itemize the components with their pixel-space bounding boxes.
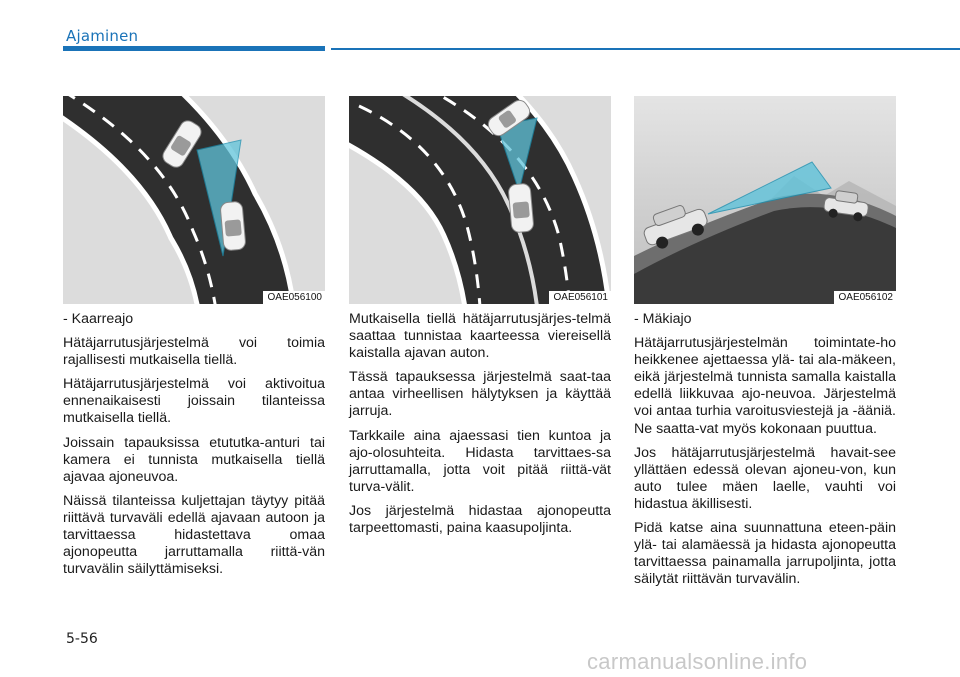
curve-adjacent-lane-illustration: [349, 96, 611, 304]
paragraph: Tässä tapauksessa järjestelmä saat-taa antaa virheellisen hälytyksen ja käyttää jarruja.: [349, 369, 611, 420]
watermark: carmanualsonline.info: [587, 649, 808, 674]
own-car-icon: [220, 201, 246, 251]
section-title: Ajaminen: [66, 27, 139, 45]
figure-code: OAE056102: [834, 291, 897, 304]
paragraph: Hätäjarrutusjärjestelmä voi aktivoitua ennenaikaisesti joissain tilanteissa mutkaisella tiellä.: [63, 376, 325, 427]
paragraph: Hätäjarrutusjärjestelmän toimintate-ho heikkenee ajettaessa ylä- tai ala-mäkeen, eikä järjestelmä tunnista samalla kaistalla edellä liikkuvaa ajo-neuvoa. Järjestelmä voi antaa turhia varoitusviestejä ja -ääniä. Ne saatta-vat myös kokonaan puuttua.: [634, 335, 896, 437]
header-rule-thick: [63, 46, 325, 51]
paragraph: Jos järjestelmä hidastaa ajonopeutta tarpeettomasti, paina kaasupoljinta.: [349, 502, 611, 537]
paragraph: Mutkaisella tiellä hätäjarrutusjärjes-telmä saattaa tunnistaa kaarteessa viereisellä kaistalla ajavan auton.: [349, 311, 611, 362]
paragraph: Hätäjarrutusjärjestelmä voi toimia rajallisesti mutkaisella tiellä.: [63, 335, 325, 369]
figure-code: OAE056100: [263, 291, 326, 304]
curve-road-illustration: [63, 96, 325, 304]
page-number: 5-56: [66, 631, 98, 647]
paragraph: Pidä katse aina suunnattuna eteen-päin ylä- tai alamäessä ja hidasta ajonopeutta tarvittaessa painamalla jarrupoljinta, jotta säilytät riittävän turvavälin.: [634, 520, 896, 588]
heading-curve: - Kaarreajo: [63, 311, 134, 327]
figure-curve-adjacent-lane: [349, 96, 611, 304]
paragraph: Joissain tapauksissa etututka-anturi tai kamera ei tunnista mutkaisella tiellä ajavaa ajoneuvoa.: [63, 434, 325, 485]
heading-hill: - Mäkiajo: [634, 311, 692, 327]
text-column-2: [349, 311, 611, 544]
text-column-1: [63, 311, 325, 585]
figure-curve-same-lane: [63, 96, 325, 304]
paragraph: Jos hätäjarrutusjärjestelmä havait-see yllättäen edessä olevan ajoneu-von, kun auto tulee mäen laelle, vauhti voi hidastua äkillisesti.: [634, 444, 896, 512]
figure-code: OAE056101: [549, 291, 612, 304]
paragraph: Näissä tilanteissa kuljettajan täytyy pitää riittävä turvaväli edellä ajavaan autoon ja tarvittaessa hidastettava omaa ajonopeutta jarruttamalla riittä-vän turvavälin säilyttämiseksi.: [63, 492, 325, 578]
paragraph: Tarkkaile aina ajaessasi tien kuntoa ja ajo-olosuhteita. Hidasta tarvittaes-sa jarruttamalla, jotta voit pitää riittä-vät turva-välit.: [349, 427, 611, 495]
hill-illustration: [634, 96, 896, 304]
figure-hill: [634, 96, 896, 304]
header-rule-thin: [331, 48, 960, 50]
text-column-3: [634, 311, 896, 595]
own-car-icon: [508, 183, 534, 233]
